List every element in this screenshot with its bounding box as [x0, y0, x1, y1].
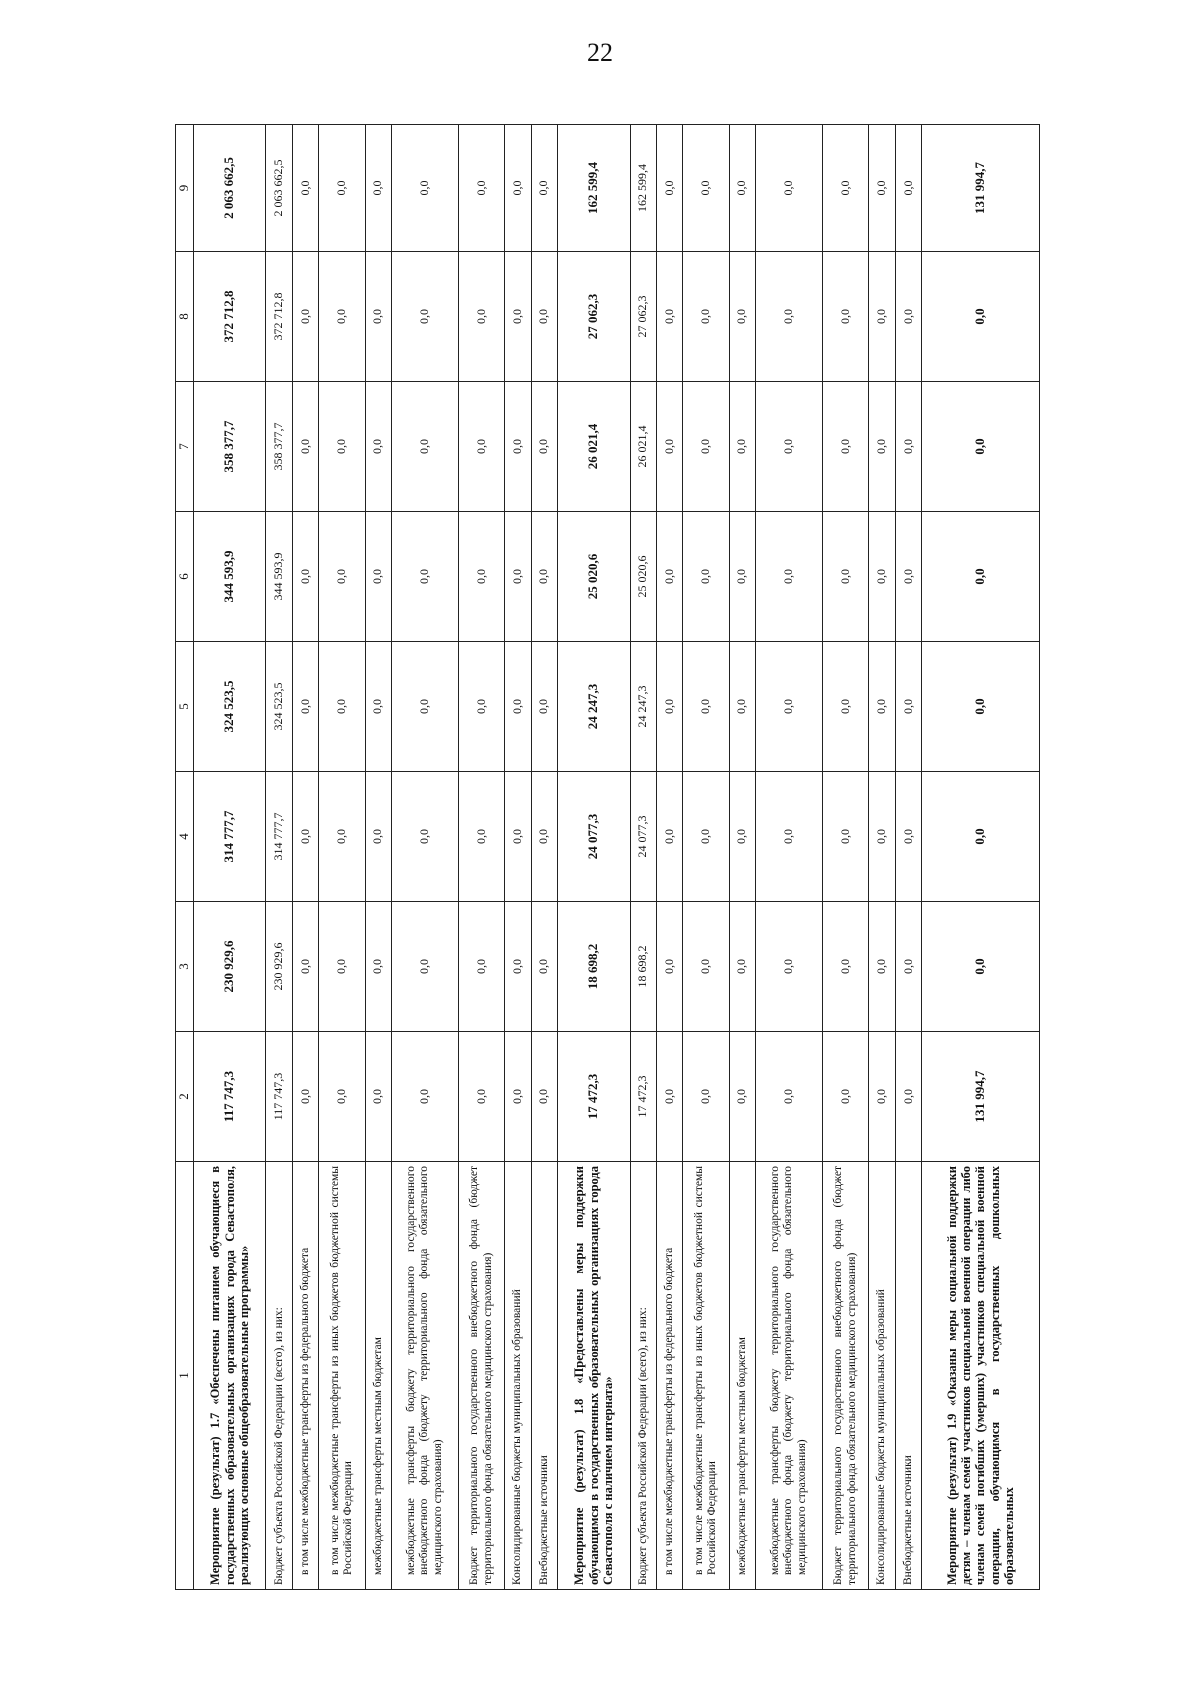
- value-cell: 0,0: [319, 512, 365, 642]
- value-cell: 0,0: [391, 1032, 458, 1162]
- value-cell: 162 599,4: [558, 125, 631, 252]
- value-cell: 0,0: [756, 772, 823, 902]
- value-cell: 0,0: [365, 772, 391, 902]
- value-cell: 0,0: [505, 125, 531, 252]
- value-cell: 0,0: [922, 642, 1040, 772]
- table-row: [729, 125, 755, 1590]
- value-cell: 0,0: [292, 382, 318, 512]
- value-cell: 0,0: [729, 252, 755, 382]
- value-cell: 0,0: [365, 382, 391, 512]
- value-cell: 0,0: [365, 512, 391, 642]
- rotated-table-container: [175, 125, 1040, 1590]
- value-cell: 24 077,3: [630, 772, 656, 902]
- value-cell: 0,0: [922, 252, 1040, 382]
- value-cell: 0,0: [458, 125, 504, 252]
- value-cell: 0,0: [319, 1032, 365, 1162]
- table-row: [458, 125, 504, 1590]
- value-cell: 0,0: [365, 642, 391, 772]
- row-label: межбюджетные трансферты местным бюджетам: [729, 1162, 755, 1590]
- value-cell: 0,0: [458, 642, 504, 772]
- value-cell: 26 021,4: [558, 382, 631, 512]
- value-cell: 0,0: [391, 902, 458, 1032]
- row-label: Мероприятие (результат) 1.8 «Предоставлены меры поддержки обучающимся в государственных образовательных организациях города Севастополя с наличием интерната»: [558, 1162, 631, 1590]
- value-cell: 0,0: [895, 125, 921, 252]
- value-cell: 0,0: [823, 252, 869, 382]
- value-cell: 0,0: [756, 642, 823, 772]
- table-row: [656, 125, 682, 1590]
- row-label: Внебюджетные источники: [531, 1162, 557, 1590]
- value-cell: 0,0: [391, 512, 458, 642]
- value-cell: 230 929,6: [266, 902, 292, 1032]
- value-cell: 358 377,7: [193, 382, 266, 512]
- value-cell: 0,0: [922, 382, 1040, 512]
- value-cell: 17 472,3: [558, 1032, 631, 1162]
- value-cell: 24 247,3: [558, 642, 631, 772]
- row-label: Внебюджетные источники: [895, 1162, 921, 1590]
- value-cell: 0,0: [729, 382, 755, 512]
- value-cell: 0,0: [683, 252, 729, 382]
- table-row: [505, 125, 531, 1590]
- value-cell: 0,0: [895, 512, 921, 642]
- row-label: Бюджет территориального государственного внебюджетного фонда (бюджет территориального фонда обязательного медицинского страхования): [823, 1162, 869, 1590]
- table-row: [391, 125, 458, 1590]
- table-row: [292, 125, 318, 1590]
- value-cell: 0,0: [869, 125, 895, 252]
- value-cell: 0,0: [895, 252, 921, 382]
- table-row: [756, 125, 823, 1590]
- page-number: 22: [587, 38, 613, 67]
- value-cell: 18 698,2: [630, 902, 656, 1032]
- table-row: [823, 125, 869, 1590]
- value-cell: 0,0: [319, 642, 365, 772]
- value-cell: 230 929,6: [193, 902, 266, 1032]
- value-cell: 0,0: [531, 902, 557, 1032]
- value-cell: 0,0: [656, 125, 682, 252]
- value-cell: 0,0: [531, 512, 557, 642]
- value-cell: 0,0: [505, 252, 531, 382]
- table-row: [365, 125, 391, 1590]
- value-cell: 0,0: [319, 252, 365, 382]
- row-label: Бюджет территориального государственного внебюджетного фонда (бюджет территориального фонда обязательного медицинского страхования): [458, 1162, 504, 1590]
- value-cell: 0,0: [531, 382, 557, 512]
- table-row: [319, 125, 365, 1590]
- value-cell: 2 063 662,5: [193, 125, 266, 252]
- row-label: Консолидированные бюджеты муниципальных образований: [505, 1162, 531, 1590]
- value-cell: 0,0: [869, 1032, 895, 1162]
- value-cell: 0,0: [505, 512, 531, 642]
- row-label: межбюджетные трансферты бюджету территориального государственного внебюджетного фонда (бюджету территориального фонда обязательного медицинского страхования): [756, 1162, 823, 1590]
- value-cell: 0,0: [756, 252, 823, 382]
- table-row: [193, 125, 266, 1590]
- column-header: 6: [176, 512, 194, 642]
- value-cell: 0,0: [391, 252, 458, 382]
- value-cell: 0,0: [656, 902, 682, 1032]
- row-label: Мероприятие (результат) 1.7 «Обеспечены питанием обучающиеся в государственных образовательных организациях города Севастополя, реализующих основные общеобразовательные программы»: [193, 1162, 266, 1590]
- row-label: межбюджетные трансферты местным бюджетам: [365, 1162, 391, 1590]
- table-row: [630, 125, 656, 1590]
- value-cell: 0,0: [531, 1032, 557, 1162]
- value-cell: 0,0: [895, 642, 921, 772]
- value-cell: 0,0: [505, 1032, 531, 1162]
- value-cell: 0,0: [292, 1032, 318, 1162]
- row-label: Мероприятие (результат) 1.9 «Оказаны меры социальной поддержки детям – членам семей участников специальной военной операции либо членам семей погибших (умерших) участников специальной военной операции, обучающимся в государственных дошкольных образовательных: [922, 1162, 1040, 1590]
- value-cell: 0,0: [823, 125, 869, 252]
- value-cell: 0,0: [365, 125, 391, 252]
- value-cell: 24 077,3: [558, 772, 631, 902]
- column-header: 1: [176, 1162, 194, 1590]
- table-row: [869, 125, 895, 1590]
- value-cell: 0,0: [656, 382, 682, 512]
- value-cell: 0,0: [292, 125, 318, 252]
- value-cell: 324 523,5: [193, 642, 266, 772]
- table-row: [558, 125, 631, 1590]
- value-cell: 0,0: [869, 382, 895, 512]
- value-cell: 0,0: [869, 252, 895, 382]
- column-header: 8: [176, 252, 194, 382]
- value-cell: 0,0: [531, 642, 557, 772]
- value-cell: 24 247,3: [630, 642, 656, 772]
- value-cell: 0,0: [869, 512, 895, 642]
- value-cell: 0,0: [823, 642, 869, 772]
- value-cell: 372 712,8: [266, 252, 292, 382]
- value-cell: 344 593,9: [266, 512, 292, 642]
- value-cell: 0,0: [756, 1032, 823, 1162]
- value-cell: 0,0: [292, 512, 318, 642]
- row-label: в том числе межбюджетные трансферты из иных бюджетов бюджетной системы Российской Федерации: [683, 1162, 729, 1590]
- value-cell: 0,0: [458, 902, 504, 1032]
- value-cell: 0,0: [823, 902, 869, 1032]
- row-label: Консолидированные бюджеты муниципальных образований: [869, 1162, 895, 1590]
- value-cell: 314 777,7: [266, 772, 292, 902]
- table-row: [895, 125, 921, 1590]
- value-cell: 2 063 662,5: [266, 125, 292, 252]
- value-cell: 0,0: [683, 125, 729, 252]
- value-cell: 0,0: [756, 902, 823, 1032]
- value-cell: 0,0: [895, 902, 921, 1032]
- row-label: межбюджетные трансферты бюджету территориального государственного внебюджетного фонда (бюджету территориального фонда обязательного медицинского страхования): [391, 1162, 458, 1590]
- value-cell: 131 994,7: [922, 1032, 1040, 1162]
- value-cell: 27 062,3: [558, 252, 631, 382]
- value-cell: 372 712,8: [193, 252, 266, 382]
- row-label: в том числе межбюджетные трансферты из иных бюджетов бюджетной системы Российской Федерации: [319, 1162, 365, 1590]
- table-row: [531, 125, 557, 1590]
- value-cell: 0,0: [823, 512, 869, 642]
- value-cell: 0,0: [729, 1032, 755, 1162]
- value-cell: 0,0: [391, 642, 458, 772]
- value-cell: 0,0: [365, 902, 391, 1032]
- value-cell: 0,0: [531, 252, 557, 382]
- value-cell: 0,0: [505, 772, 531, 902]
- value-cell: 0,0: [458, 382, 504, 512]
- value-cell: 0,0: [292, 642, 318, 772]
- value-cell: 0,0: [756, 382, 823, 512]
- value-cell: 0,0: [365, 252, 391, 382]
- value-cell: 0,0: [292, 252, 318, 382]
- value-cell: 0,0: [531, 125, 557, 252]
- header-row: [176, 125, 194, 1590]
- value-cell: 0,0: [458, 1032, 504, 1162]
- value-cell: 0,0: [683, 902, 729, 1032]
- column-header: 7: [176, 382, 194, 512]
- value-cell: 0,0: [458, 252, 504, 382]
- value-cell: 0,0: [683, 642, 729, 772]
- value-cell: 0,0: [683, 1032, 729, 1162]
- value-cell: 0,0: [391, 125, 458, 252]
- value-cell: 358 377,7: [266, 382, 292, 512]
- value-cell: 0,0: [531, 772, 557, 902]
- value-cell: 0,0: [458, 512, 504, 642]
- value-cell: 17 472,3: [630, 1032, 656, 1162]
- column-header: 2: [176, 1032, 194, 1162]
- value-cell: 0,0: [895, 1032, 921, 1162]
- value-cell: 0,0: [729, 512, 755, 642]
- value-cell: 0,0: [895, 382, 921, 512]
- value-cell: 0,0: [292, 772, 318, 902]
- value-cell: 27 062,3: [630, 252, 656, 382]
- table-row: [922, 125, 1040, 1590]
- value-cell: 0,0: [656, 1032, 682, 1162]
- table-body: [193, 125, 1039, 1590]
- value-cell: 0,0: [922, 902, 1040, 1032]
- value-cell: 162 599,4: [630, 125, 656, 252]
- column-header: 5: [176, 642, 194, 772]
- value-cell: 26 021,4: [630, 382, 656, 512]
- row-label: Бюджет субъекта Российской Федерации (всего), из них:: [266, 1162, 292, 1590]
- value-cell: 324 523,5: [266, 642, 292, 772]
- column-header: 4: [176, 772, 194, 902]
- value-cell: 0,0: [922, 512, 1040, 642]
- value-cell: 117 747,3: [193, 1032, 266, 1162]
- column-header: 3: [176, 902, 194, 1032]
- value-cell: 0,0: [319, 772, 365, 902]
- value-cell: 0,0: [505, 382, 531, 512]
- row-label: Бюджет субъекта Российской Федерации (всего), из них:: [630, 1162, 656, 1590]
- value-cell: 0,0: [319, 125, 365, 252]
- value-cell: 0,0: [823, 382, 869, 512]
- value-cell: 0,0: [391, 382, 458, 512]
- value-cell: 117 747,3: [266, 1032, 292, 1162]
- value-cell: 0,0: [869, 902, 895, 1032]
- budget-table: [175, 124, 1040, 1590]
- row-label: в том числе межбюджетные трансферты из федерального бюджета: [292, 1162, 318, 1590]
- value-cell: 344 593,9: [193, 512, 266, 642]
- value-cell: 0,0: [869, 772, 895, 902]
- value-cell: 25 020,6: [558, 512, 631, 642]
- value-cell: 25 020,6: [630, 512, 656, 642]
- value-cell: 0,0: [656, 642, 682, 772]
- value-cell: 0,0: [656, 772, 682, 902]
- value-cell: 0,0: [922, 772, 1040, 902]
- table-row: [683, 125, 729, 1590]
- value-cell: 0,0: [365, 1032, 391, 1162]
- value-cell: 0,0: [683, 382, 729, 512]
- value-cell: 0,0: [656, 252, 682, 382]
- table-row: [266, 125, 292, 1590]
- value-cell: 131 994,7: [922, 125, 1040, 252]
- value-cell: 0,0: [391, 772, 458, 902]
- value-cell: 0,0: [823, 772, 869, 902]
- value-cell: 0,0: [292, 902, 318, 1032]
- value-cell: 0,0: [729, 125, 755, 252]
- value-cell: 0,0: [895, 772, 921, 902]
- value-cell: 18 698,2: [558, 902, 631, 1032]
- value-cell: 0,0: [729, 772, 755, 902]
- value-cell: 0,0: [505, 902, 531, 1032]
- value-cell: 0,0: [319, 902, 365, 1032]
- value-cell: 0,0: [756, 125, 823, 252]
- column-header: 9: [176, 125, 194, 252]
- value-cell: 0,0: [756, 512, 823, 642]
- value-cell: 0,0: [729, 902, 755, 1032]
- value-cell: 0,0: [729, 642, 755, 772]
- value-cell: 0,0: [319, 382, 365, 512]
- row-label: в том числе межбюджетные трансферты из федерального бюджета: [656, 1162, 682, 1590]
- value-cell: 0,0: [823, 1032, 869, 1162]
- value-cell: 0,0: [656, 512, 682, 642]
- value-cell: 314 777,7: [193, 772, 266, 902]
- value-cell: 0,0: [505, 642, 531, 772]
- value-cell: 0,0: [683, 512, 729, 642]
- value-cell: 0,0: [683, 772, 729, 902]
- value-cell: 0,0: [458, 772, 504, 902]
- value-cell: 0,0: [869, 642, 895, 772]
